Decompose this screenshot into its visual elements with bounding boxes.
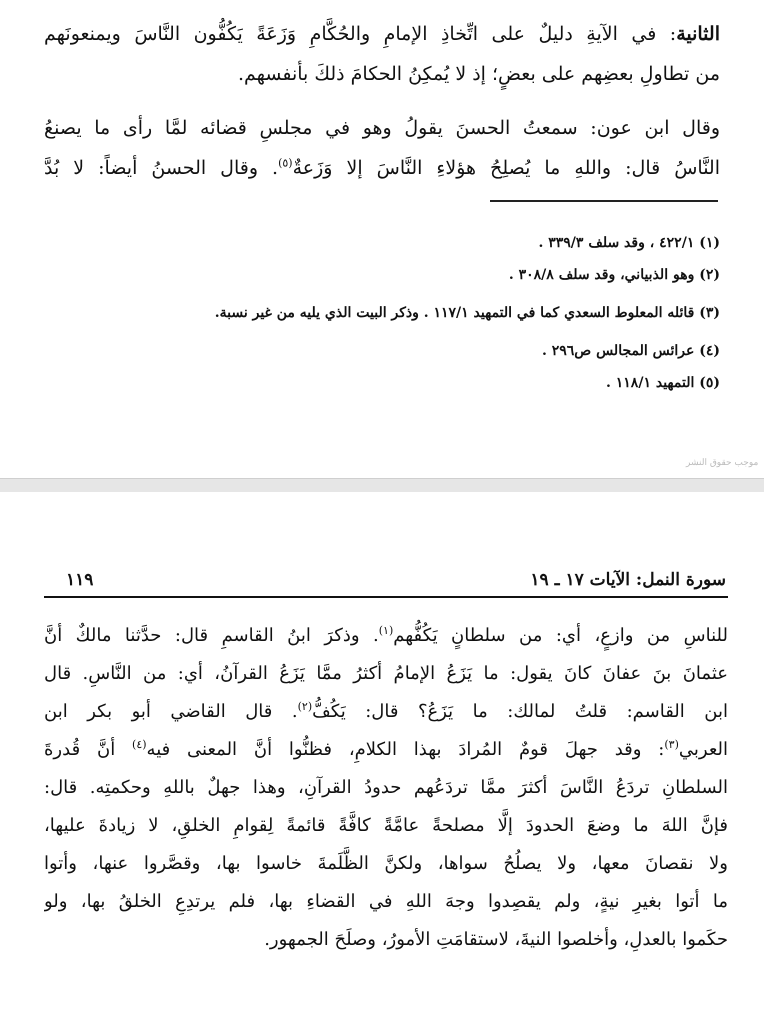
footnote-separator xyxy=(490,200,718,202)
paragraph-line xyxy=(44,16,720,52)
paragraph-line xyxy=(44,732,728,768)
paragraph-line xyxy=(44,694,728,730)
paragraph-line: فإنَّ اللهَ ما وضعَ الحدودَ إلَّا مصلحةً عامَّةً كافَّةً قائمةً لِقوامِ الخلقِ، لا زيادةَ عليها، xyxy=(44,815,728,836)
paragraph-line: حكَموا بالعدلِ، وأخلصوا النيةَ، لاستقامَتِ الأمورُ، وصلَحَ الجمهور. xyxy=(264,929,728,950)
paragraph-text: العربي xyxy=(678,739,728,760)
footnote: (١) ٤٢٢/١ ، وقد سلف ٣٣٩/٣ . xyxy=(538,235,720,251)
paragraph-text: ابن القاسم: قلتُ لمالك: ما يَزَعُ؟ قال: يَكُفُّ xyxy=(312,701,728,722)
paragraph-line: السلطانِ تردَعُ النَّاسَ أكثرَ ممَّا تردَعُهم حدودُ القرآنِ، وهذا جهلٌ باللهِ وحكمتِه. قال: xyxy=(44,777,728,798)
previous-page-fragment xyxy=(0,0,764,478)
paragraph-text: : في الآيةِ دليلٌ على اتِّخاذِ الإمامِ والحُكَّامِ وَزَعَةً يَكُفُّون النَّاسَ ويمنعونَهم xyxy=(44,23,677,45)
paragraph-line: وقال ابن عون: سمعتُ الحسنَ يقولُ وهو في مجلسِ قضائه لمَّا رأى ما يصنعُ xyxy=(44,117,720,139)
header-rule xyxy=(44,596,728,598)
footnote-ref: (١) xyxy=(378,624,394,637)
footnote-ref: (٢) xyxy=(297,700,313,713)
current-page xyxy=(0,492,764,1024)
header-title: سورة النمل: الآيات ١٧ ـ ١٩ xyxy=(530,570,726,590)
footnote-ref: (٥) xyxy=(278,156,293,170)
running-header xyxy=(44,566,726,594)
paragraph-text: للناسِ من وازعٍ، أي: من سلطانٍ يَكُفُّهم xyxy=(393,625,728,646)
paragraph-text: أنَّ قُدرةَ xyxy=(44,739,133,760)
paragraph-line: عثمانَ بنَ عفانَ كانَ يقول: ما يَزَعُ الإمامُ أكثرُ ممَّا يَزَعُ القرآنُ، أي: من النَّاسِ. قال xyxy=(44,663,728,684)
point-label: الثانية xyxy=(676,23,720,45)
footnote: (٣) قائله المعلوط السعدي كما في التمهيد ١١٧/١ . وذكر البيت الذي يليه من غير نسبة. xyxy=(214,305,720,321)
footnote: (٢) وهو الذبياني، وقد سلف ٣٠٨/٨ . xyxy=(508,267,720,283)
watermark: موجب حقوق النشر xyxy=(686,458,759,468)
paragraph-text: . وذكرَ ابنُ القاسمِ قال: حدَّثنا مالكٌ أنَّ xyxy=(44,625,379,646)
paragraph-text: : وقد جهلَ قومٌ المُرادَ بهذا الكلامِ، فظنُّوا أنَّ المعنى فيه xyxy=(146,739,665,760)
paragraph-line: ما أتوا بغيرِ نيةٍ، ولم يقصِدوا وجهَ اللهِ في القضاءِ بها، فلم يرتدِعِ الخلقُ بها، ولو xyxy=(44,891,728,912)
footnote-ref: (٤) xyxy=(132,738,147,751)
paragraph-text: . وقال الحسنُ أيضاً: لا بُدَّ xyxy=(44,157,279,179)
page-number: ١١٩ xyxy=(66,570,94,590)
footnote: (٥) التمهيد ١١٨/١ . xyxy=(606,375,720,391)
footnote-ref: (٣) xyxy=(664,738,679,751)
paragraph-line: من تطاولِ بعضِهم على بعضٍ؛ إذ لا يُمكِنُ الحكامَ ذلكَ بأنفسهم. xyxy=(237,63,720,85)
paragraph-line xyxy=(44,618,728,654)
paragraph-line: ولا نقصانَ معها، ولا يصلُحُ سواها، ولكنَّ الظَّلَمةَ خاسوا بها، وقصَّروا عنها، وأتوا xyxy=(44,853,728,874)
paragraph-text: . قال القاضي أبو بكر ابن xyxy=(44,701,298,722)
footnote: (٤) عرائس المجالس ص٢٩٦ . xyxy=(541,343,720,359)
paragraph-line xyxy=(44,150,720,186)
paragraph-text: النَّاسُ قال: واللهِ ما يُصلِحُ هؤلاءِ النَّاسَ إلا وَزَعةٌ xyxy=(292,157,720,179)
